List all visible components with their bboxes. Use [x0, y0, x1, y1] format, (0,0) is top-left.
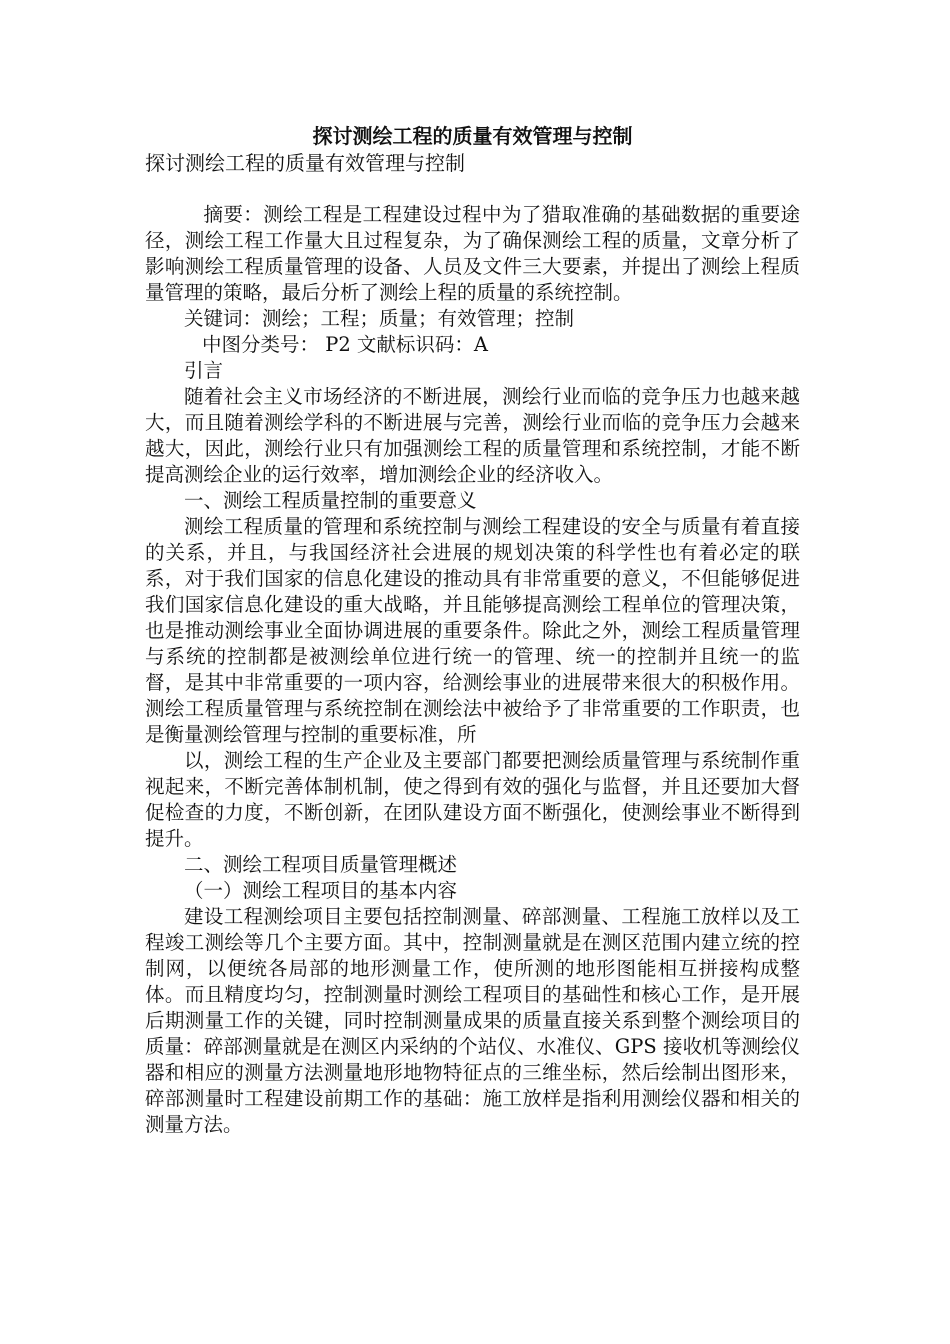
section1-paragraph-continued: 以，测绘工程的生产企业及主要部门都要把测绘质量管理与系统制作重视起来，不断完善体制机制，使之得到有效的强化与监督，并且还要加大督促检查的力度，不断创新，在团队建设方面不断强化，使测绘事业不断得到提升。 — [145, 749, 800, 850]
section2-paragraph: 建设工程测绘项目主要包括控制测量、碎部测量、工程施工放样以及工程竣工测绘等几个主要方面。其中，控制测量就是在测区范围内建立统的控制网，以便统各局部的地形测量工作，使所测的地形图能相互拼接构成整体。而且精度均匀，控制测量时测绘工程项目的基础性和核心工作，是开展后期测量工作的关键，同时控制测量成果的质量直接关系到整个测绘项目的质量：碎部测量就是在测区内采纳的个站仪、水准仪、GPS 接收机等测绘仪器和相应的测量方法测量地形地物特征点的三维坐标，然后绘制出图形来，碎部测量时工程建设前期工作的基础：施工放样是指利用测绘仪器和相关的测量方法。 — [145, 905, 800, 1136]
section2-subheading-1: （一）测绘工程项目的基本内容 — [184, 879, 458, 902]
section2-heading: 二、测绘工程项目质量管理概述 — [184, 853, 458, 876]
intro-heading: 引言 — [184, 359, 224, 382]
section1-paragraph: 测绘工程质量的管理和系统控制与测绘工程建设的安全与质量有着直接的关系，并且，与我国经济社会进展的规划决策的科学性也有着必定的联系，对于我们国家的信息化建设的推动具有非常重要的意义，不但能够促进我们国家信息化建设的重大战略，并且能够提高测绘工程单位的管理决策，也是推动测绘事业全面协调进展的重要条件。除此之外，测绘工程质量管理与系统的控制都是被测绘单位进行统一的管理、统一的控制并且统一的监督，是其中非常重要的一项内容，给测绘事业的进展带来很大的积极作用。测绘工程质量管理与系统控制在测绘法中被给予了非常重要的工作职责，也是衡量测绘管理与控制的重要标准，所 — [145, 515, 800, 746]
abstract-paragraph: 摘要：测绘工程是工程建设过程中为了猎取准确的基础数据的重要途径，测绘工程工作量大且过程复杂，为了确保测绘工程的质量，文章分析了影响测绘工程质量管理的设备、人员及文件三大要素，并提出了测绘上程质量管理的策略，最后分析了测绘上程的质量的系统控制。 — [145, 203, 800, 304]
document-title: 探讨测绘工程的质量有效管理与控制 — [312, 124, 633, 148]
section1-heading: 一、测绘工程质量控制的重要意义 — [184, 489, 477, 512]
document-body — [145, 122, 800, 1138]
intro-paragraph: 随着社会主义市场经济的不断进展，测绘行业而临的竞争压力也越来越大，而且随着测绘学科的不断进展与完善，测绘行业而临的竞争压力会越来越大，因此，测绘行业只有加强测绘工程的质量管理和系统控制，才能不断提高测绘企业的运行效率，增加测绘企业的经济收入。 — [145, 385, 800, 486]
document-subtitle: 探讨测绘工程的质量有效管理与控制 — [145, 151, 465, 175]
classification-line: 中图分类号： P2 文献标识码：A — [202, 333, 489, 356]
keywords-line: 关键词：测绘；工程；质量；有效管理；控制 — [184, 307, 575, 330]
